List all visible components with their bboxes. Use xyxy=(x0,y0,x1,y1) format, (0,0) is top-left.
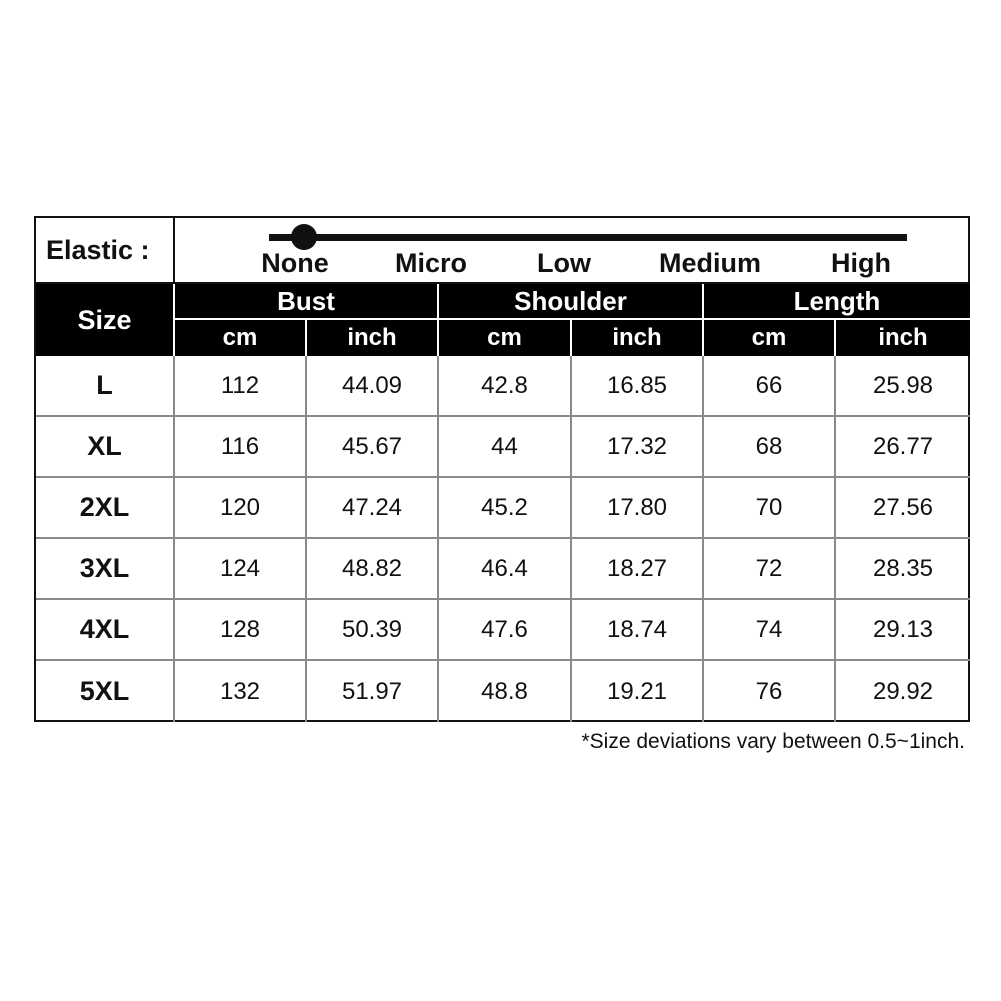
elastic-scale-track xyxy=(269,234,907,241)
group-header-length: Length xyxy=(704,284,970,320)
elastic-scale-marker xyxy=(291,224,317,250)
measurement-cell: 70 xyxy=(704,478,836,539)
measurement-cell: 44.09 xyxy=(307,356,439,417)
size-chart xyxy=(34,216,970,722)
measurement-cell: 128 xyxy=(175,600,307,661)
measurement-cell: 29.13 xyxy=(836,600,970,661)
measurement-cell: 17.80 xyxy=(572,478,704,539)
measurement-cell: 19.21 xyxy=(572,661,704,722)
size-column-header: Size xyxy=(36,284,175,356)
elastic-option-high: High xyxy=(831,248,891,278)
size-deviation-note: *Size deviations vary between 0.5~1inch. xyxy=(581,730,965,753)
measurement-cell: 25.98 xyxy=(836,356,970,417)
measurement-cell: 28.35 xyxy=(836,539,970,600)
size-label: XL xyxy=(36,417,175,478)
measurement-cell: 51.97 xyxy=(307,661,439,722)
size-label: 4XL xyxy=(36,600,175,661)
elastic-option-low: Low xyxy=(537,248,591,278)
measurement-cell: 66 xyxy=(704,356,836,417)
measurement-cell: 112 xyxy=(175,356,307,417)
measurement-cell: 47.6 xyxy=(439,600,572,661)
measurement-cell: 132 xyxy=(175,661,307,722)
measurement-cell: 18.27 xyxy=(572,539,704,600)
measurement-cell: 45.67 xyxy=(307,417,439,478)
measurement-cell: 46.4 xyxy=(439,539,572,600)
measurement-cell: 50.39 xyxy=(307,600,439,661)
size-label: 2XL xyxy=(36,478,175,539)
group-header-shoulder: Shoulder xyxy=(439,284,704,320)
measurement-cell: 48.82 xyxy=(307,539,439,600)
unit-header: inch xyxy=(307,320,439,356)
measurement-cell: 29.92 xyxy=(872,677,934,705)
measurement-cell: 48.8 xyxy=(439,661,572,722)
measurement-cell: 42.8 xyxy=(439,356,572,417)
elastic-scale xyxy=(175,218,970,284)
measurement-cell: 44 xyxy=(439,417,572,478)
measurement-cell: 17.32 xyxy=(572,417,704,478)
measurement-cell: 124 xyxy=(175,539,307,600)
unit-header: cm xyxy=(439,320,572,356)
unit-header: inch xyxy=(836,320,970,356)
measurement-cell: 76 xyxy=(704,661,836,722)
measurement-cell: 16.85 xyxy=(572,356,704,417)
elastic-label: Elastic : xyxy=(36,218,175,284)
size-label: 5XL xyxy=(36,661,175,722)
measurement-cell: 47.24 xyxy=(307,478,439,539)
elastic-option-none: None xyxy=(261,248,329,278)
size-label: L xyxy=(36,356,175,417)
measurement-cell: 120 xyxy=(175,478,307,539)
elastic-option-micro: Micro xyxy=(394,248,468,278)
size-label: 3XL xyxy=(36,539,175,600)
measurement-cell: 27.56 xyxy=(836,478,970,539)
measurement-cell: 45.2 xyxy=(439,478,572,539)
measurement-cell: 68 xyxy=(704,417,836,478)
measurement-cell: 116 xyxy=(175,417,307,478)
measurement-cell: 18.74 xyxy=(572,600,704,661)
group-header-bust: Bust xyxy=(175,284,439,320)
measurement-cell: 26.77 xyxy=(836,417,970,478)
unit-header: cm xyxy=(704,320,836,356)
measurement-cell: 72 xyxy=(704,539,836,600)
unit-header: inch xyxy=(572,320,704,356)
elastic-option-medium: Medium xyxy=(658,248,762,278)
measurement-cell: 74 xyxy=(704,600,836,661)
unit-header: cm xyxy=(175,320,307,356)
